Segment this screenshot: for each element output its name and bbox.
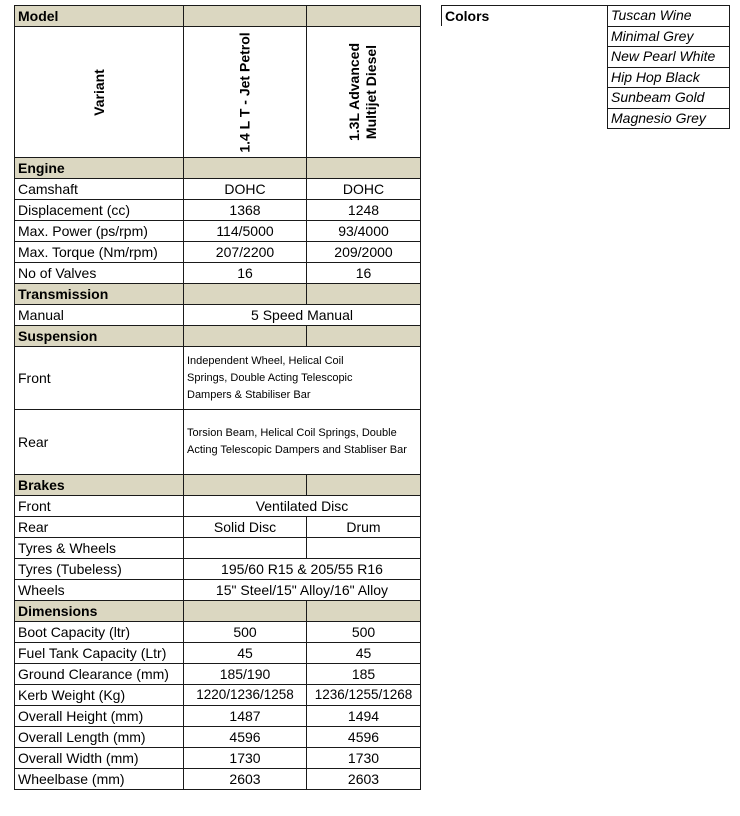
empty-cell (184, 158, 307, 179)
variant-label: Variant (90, 68, 107, 116)
subheading-tyres (15, 538, 421, 559)
section-engine (15, 158, 421, 179)
subheading-title: Tyres & Wheels (15, 538, 184, 559)
colors-row (442, 88, 730, 109)
value-1: 45 (184, 643, 307, 664)
table-row (15, 200, 421, 221)
empty-cell (442, 26, 608, 47)
table-row (15, 263, 421, 284)
section-brakes (15, 475, 421, 496)
variant-2-line-2: Multijet Diesel (363, 44, 380, 140)
value-1: 1220/1236/1258 (184, 685, 307, 706)
row-label: Wheels (15, 580, 184, 601)
colors-row (442, 67, 730, 88)
empty-cell (184, 601, 307, 622)
section-title: Engine (15, 158, 184, 179)
row-label: Fuel Tank Capacity (Ltr) (15, 643, 184, 664)
row-label: Max. Torque (Nm/rpm) (15, 242, 184, 263)
table-row (15, 305, 421, 326)
value-1: 1730 (184, 748, 307, 769)
empty-cell (184, 326, 307, 347)
table-row (15, 580, 421, 601)
value-1: 1487 (184, 706, 307, 727)
row-label: Kerb Weight (Kg) (15, 685, 184, 706)
value-1: 16 (184, 263, 307, 284)
table-row (15, 410, 421, 475)
color-item: Minimal Grey (608, 26, 730, 47)
table-row (15, 643, 421, 664)
table-row (15, 748, 421, 769)
section-title: Dimensions (15, 601, 184, 622)
value-1: 2603 (184, 769, 307, 790)
variant-2-cell (307, 27, 421, 158)
colors-row (442, 47, 730, 68)
row-label: Max. Power (ps/rpm) (15, 221, 184, 242)
table-row (15, 179, 421, 200)
empty-cell (184, 6, 307, 27)
empty-cell (184, 475, 307, 496)
table-row (15, 517, 421, 538)
row-label: Overall Width (mm) (15, 748, 184, 769)
merged-value: Ventilated Disc (184, 496, 421, 517)
empty-cell (307, 158, 421, 179)
table-row (15, 727, 421, 748)
value-2: 1730 (307, 748, 421, 769)
colors-table (441, 5, 730, 129)
section-transmission (15, 284, 421, 305)
value-1: DOHC (184, 179, 307, 200)
color-item: Sunbeam Gold (608, 88, 730, 109)
section-title: Transmission (15, 284, 184, 305)
colors-row (442, 26, 730, 47)
row-label: Camshaft (15, 179, 184, 200)
empty-cell (442, 88, 608, 109)
row-label: Overall Length (mm) (15, 727, 184, 748)
table-row (15, 221, 421, 242)
row-label: Front (15, 347, 184, 410)
variant-row (15, 27, 421, 158)
value-1: 500 (184, 622, 307, 643)
empty-cell (307, 538, 421, 559)
empty-cell (442, 108, 608, 129)
variant-2-line-1: 1.3L Advanced (346, 42, 363, 142)
table-row (15, 769, 421, 790)
value-2: Drum (307, 517, 421, 538)
section-suspension (15, 326, 421, 347)
colors-row (442, 6, 730, 27)
color-item: Magnesio Grey (608, 108, 730, 129)
value-2: 209/2000 (307, 242, 421, 263)
merged-value: 195/60 R15 & 205/55 R16 (184, 559, 421, 580)
value-1: 207/2200 (184, 242, 307, 263)
variant-1-name: 1.4 L T - Jet Petrol (236, 31, 253, 153)
empty-cell (442, 67, 608, 88)
variant-label-cell (15, 27, 184, 158)
section-title: Brakes (15, 475, 184, 496)
value-2: 93/4000 (307, 221, 421, 242)
value-2: 1248 (307, 200, 421, 221)
value-2: 500 (307, 622, 421, 643)
merged-value: 5 Speed Manual (184, 305, 421, 326)
table-row (15, 706, 421, 727)
value-2: DOHC (307, 179, 421, 200)
section-title: Suspension (15, 326, 184, 347)
variant-1-cell (184, 27, 307, 158)
merged-value: 15" Steel/15" Alloy/16" Alloy (184, 580, 421, 601)
value-1: 114/5000 (184, 221, 307, 242)
empty-cell (307, 475, 421, 496)
value-2: 2603 (307, 769, 421, 790)
table-row (15, 496, 421, 517)
row-label: Overall Height (mm) (15, 706, 184, 727)
colors-row (442, 108, 730, 129)
empty-cell (307, 6, 421, 27)
value-2: 45 (307, 643, 421, 664)
value-1: 1368 (184, 200, 307, 221)
row-label: No of Valves (15, 263, 184, 284)
value-1: 4596 (184, 727, 307, 748)
table-row (15, 685, 421, 706)
empty-cell (307, 601, 421, 622)
row-label: Manual (15, 305, 184, 326)
row-label: Front (15, 496, 184, 517)
merged-value: Independent Wheel, Helical Coil Springs, Double Acting Telescopic Dampers & Stabiliser Bar (184, 347, 421, 410)
section-dimensions (15, 601, 421, 622)
row-label: Rear (15, 410, 184, 475)
spec-table (14, 5, 421, 790)
colors-label: Colors (442, 6, 608, 27)
empty-cell (442, 47, 608, 68)
color-item: Hip Hop Black (608, 67, 730, 88)
row-label: Boot Capacity (ltr) (15, 622, 184, 643)
value-2: 16 (307, 263, 421, 284)
empty-cell (307, 284, 421, 305)
model-label: Model (15, 6, 184, 27)
value-1: Solid Disc (184, 517, 307, 538)
table-row (15, 622, 421, 643)
value-1: 185/190 (184, 664, 307, 685)
table-row (15, 559, 421, 580)
color-item: Tuscan Wine (608, 6, 730, 27)
empty-cell (184, 284, 307, 305)
row-label: Rear (15, 517, 184, 538)
value-2: 1236/1255/1268 (307, 685, 421, 706)
variant-2-name (346, 43, 380, 141)
value-2: 185 (307, 664, 421, 685)
merged-value: Torsion Beam, Helical Coil Springs, Double Acting Telescopic Dampers and Stabliser Bar (184, 410, 421, 475)
empty-cell (184, 538, 307, 559)
model-row (15, 6, 421, 27)
empty-cell (307, 326, 421, 347)
row-label: Ground Clearance (mm) (15, 664, 184, 685)
value-2: 4596 (307, 727, 421, 748)
value-2: 1494 (307, 706, 421, 727)
table-row (15, 242, 421, 263)
row-label: Displacement (cc) (15, 200, 184, 221)
table-row (15, 347, 421, 410)
row-label: Tyres (Tubeless) (15, 559, 184, 580)
row-label: Wheelbase (mm) (15, 769, 184, 790)
color-item: New Pearl White (608, 47, 730, 68)
table-row (15, 664, 421, 685)
